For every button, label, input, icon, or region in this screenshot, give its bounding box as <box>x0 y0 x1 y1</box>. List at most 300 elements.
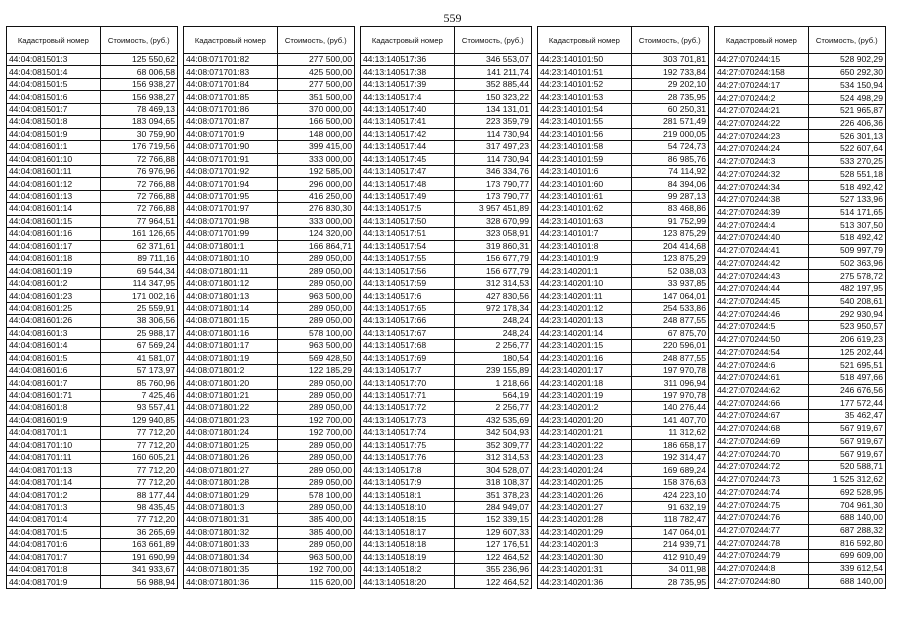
table-row <box>361 377 532 389</box>
cadastral-number-cell: 44:27:070244:75 <box>715 499 809 512</box>
cost-cell: 206 619,23 <box>808 333 885 346</box>
cadastral-number-cell: 44:08:071801:28 <box>184 476 278 488</box>
cadastral-number-cell: 44:13:140517:5 <box>361 203 455 215</box>
cadastral-number-cell: 44:27:070244:42 <box>715 257 809 270</box>
table-row <box>361 66 532 78</box>
table-row <box>361 489 532 501</box>
cadastral-number-cell: 44:08:071801:31 <box>184 514 278 526</box>
cadastral-number-cell: 44:13:140517:55 <box>361 253 455 265</box>
cost-cell: 91 632,19 <box>631 501 708 513</box>
cadastral-number-cell: 44:04:081601:6 <box>7 364 101 376</box>
table-row <box>184 141 355 153</box>
cost-cell: 85 760,96 <box>100 377 177 389</box>
cadastral-number-cell: 44:23:140201:14 <box>538 327 632 339</box>
cost-cell: 183 094,65 <box>100 116 177 128</box>
table-row <box>715 359 886 372</box>
cost-cell: 52 038,03 <box>631 265 708 277</box>
cost-cell: 156 938,27 <box>100 91 177 103</box>
table-row <box>715 117 886 130</box>
cadastral-number-cell: 44:23:140201:3 <box>538 539 632 551</box>
cadastral-number-cell: 44:08:071801:34 <box>184 551 278 563</box>
table-row <box>715 499 886 512</box>
cost-cell: 36 265,69 <box>100 526 177 538</box>
table-row <box>538 141 709 153</box>
table-row <box>184 165 355 177</box>
table-row <box>7 327 178 339</box>
cost-cell: 129 940,85 <box>100 414 177 426</box>
cadastral-number-cell: 44:08:071701:91 <box>184 153 278 165</box>
cost-cell: 528 902,29 <box>808 54 885 67</box>
table-row <box>7 414 178 426</box>
cadastral-number-cell: 44:27:070244:76 <box>715 511 809 524</box>
cadastral-number-cell: 44:13:140518:2 <box>361 563 455 575</box>
table-row <box>184 290 355 302</box>
cadastral-number-cell: 44:08:071701:87 <box>184 116 278 128</box>
table-row <box>538 277 709 289</box>
cadastral-number-cell: 44:04:081701:14 <box>7 476 101 488</box>
cadastral-number-cell: 44:27:070244:3 <box>715 155 809 168</box>
table-row <box>184 315 355 327</box>
cadastral-number-cell: 44:08:071801:13 <box>184 290 278 302</box>
cost-cell: 114 730,94 <box>454 153 531 165</box>
cost-cell: 385 400,00 <box>277 514 354 526</box>
cadastral-number-cell: 44:08:071701:98 <box>184 215 278 227</box>
cost-cell: 77 712,20 <box>100 427 177 439</box>
header-row <box>7 27 178 54</box>
cost-cell: 289 050,00 <box>277 315 354 327</box>
cadastral-number-cell: 44:04:081601:7 <box>7 377 101 389</box>
table-row <box>538 91 709 103</box>
cost-cell: 277 500,00 <box>277 78 354 90</box>
cadastral-number-cell: 44:27:070244:79 <box>715 550 809 563</box>
cadastral-number-cell: 44:04:081601:3 <box>7 327 101 339</box>
table-row <box>538 464 709 476</box>
table-row <box>715 346 886 359</box>
table-row <box>361 128 532 140</box>
table-row <box>538 439 709 451</box>
table-row <box>361 165 532 177</box>
table-row <box>361 327 532 339</box>
table-row <box>538 501 709 513</box>
cadastral-number-cell: 44:04:081601:16 <box>7 228 101 240</box>
cost-cell: 2 256,77 <box>454 340 531 352</box>
cost-cell: 192 700,00 <box>277 427 354 439</box>
cost-cell: 416 250,00 <box>277 190 354 202</box>
cost-cell: 527 133,96 <box>808 193 885 206</box>
cost-cell: 60 250,31 <box>631 103 708 115</box>
cost-cell: 123 875,29 <box>631 253 708 265</box>
cost-cell: 140 276,44 <box>631 402 708 414</box>
cost-cell: 25 559,91 <box>100 302 177 314</box>
cadastral-number-cell: 44:27:070244:69 <box>715 435 809 448</box>
cost-cell: 312 314,53 <box>454 277 531 289</box>
cadastral-number-cell: 44:27:070244:44 <box>715 282 809 295</box>
table-row <box>715 511 886 524</box>
table-row <box>7 489 178 501</box>
cost-cell: 28 735,95 <box>631 91 708 103</box>
cadastral-number-cell: 44:23:140101:60 <box>538 178 632 190</box>
cadastral-number-cell: 44:04:081701:4 <box>7 514 101 526</box>
table-row <box>7 290 178 302</box>
cadastral-number-cell: 44:04:081601:23 <box>7 290 101 302</box>
cost-cell: 1 218,66 <box>454 377 531 389</box>
cadastral-number-cell: 44:27:070244:73 <box>715 473 809 486</box>
cadastral-number-cell: 44:13:140517:76 <box>361 452 455 464</box>
cost-cell: 91 752,99 <box>631 215 708 227</box>
cost-cell: 77 712,20 <box>100 476 177 488</box>
table-row <box>538 377 709 389</box>
cadastral-number-cell: 44:13:140517:7 <box>361 364 455 376</box>
cadastral-number-cell: 44:04:081501:8 <box>7 116 101 128</box>
cadastral-number-cell: 44:13:140517:67 <box>361 327 455 339</box>
table-row <box>7 389 178 401</box>
cadastral-number-cell: 44:23:140201:1 <box>538 265 632 277</box>
cadastral-number-cell: 44:04:081501:3 <box>7 54 101 66</box>
cadastral-number-cell: 44:08:071801:10 <box>184 253 278 265</box>
cadastral-number-cell: 44:04:081601:14 <box>7 203 101 215</box>
cost-cell: 289 050,00 <box>277 265 354 277</box>
cadastral-number-cell: 44:23:140101:51 <box>538 66 632 78</box>
cadastral-number-cell: 44:04:081701:2 <box>7 489 101 501</box>
table-row <box>715 384 886 397</box>
cadastral-number-cell: 44:04:081501:6 <box>7 91 101 103</box>
cadastral-number-cell: 44:27:070244:4 <box>715 219 809 232</box>
table-row <box>7 539 178 551</box>
cost-cell: 578 100,00 <box>277 327 354 339</box>
table-row <box>7 103 178 115</box>
table-row <box>538 265 709 277</box>
cadastral-number-cell: 44:27:070244:45 <box>715 295 809 308</box>
table-row <box>361 539 532 551</box>
table-row <box>7 364 178 376</box>
table-row <box>184 178 355 190</box>
cost-cell: 352 309,77 <box>454 439 531 451</box>
cadastral-number-cell: 44:04:081701:11 <box>7 452 101 464</box>
table-row <box>184 352 355 364</box>
table-row <box>361 340 532 352</box>
cost-cell: 963 500,00 <box>277 290 354 302</box>
cost-cell: 399 415,00 <box>277 141 354 153</box>
cost-cell: 526 301,13 <box>808 130 885 143</box>
cadastral-number-cell: 44:27:070244:50 <box>715 333 809 346</box>
cadastral-number-cell: 44:04:081701:1 <box>7 427 101 439</box>
table-row <box>538 228 709 240</box>
cadastral-number-cell: 44:13:140517:44 <box>361 141 455 153</box>
cost-cell: 67 569,24 <box>100 340 177 352</box>
cadastral-number-cell: 44:13:140517:36 <box>361 54 455 66</box>
cost-cell: 78 469,13 <box>100 103 177 115</box>
table-row <box>538 302 709 314</box>
cost-cell: 89 711,16 <box>100 253 177 265</box>
table-row <box>361 153 532 165</box>
cost-cell: 239 155,89 <box>454 364 531 376</box>
cadastral-number-cell: 44:23:140101:7 <box>538 228 632 240</box>
cadastral-number-cell: 44:23:140101:54 <box>538 103 632 115</box>
cost-cell: 33 937,85 <box>631 277 708 289</box>
cadastral-number-cell: 44:23:140201:23 <box>538 452 632 464</box>
table-row <box>361 203 532 215</box>
cost-cell: 351 378,23 <box>454 489 531 501</box>
cadastral-table-2 <box>183 26 355 589</box>
cost-cell: 248,24 <box>454 327 531 339</box>
cost-cell: 688 140,00 <box>808 511 885 524</box>
cost-cell: 72 766,88 <box>100 190 177 202</box>
table-row <box>7 228 178 240</box>
table-row <box>361 116 532 128</box>
cadastral-number-cell: 44:13:140517:73 <box>361 414 455 426</box>
table-row <box>715 486 886 499</box>
table-row <box>538 576 709 588</box>
cost-cell: 385 400,00 <box>277 526 354 538</box>
cost-cell: 277 500,00 <box>277 54 354 66</box>
cost-cell: 180,54 <box>454 352 531 364</box>
table-row <box>715 537 886 550</box>
table-row <box>7 91 178 103</box>
cadastral-number-cell: 44:04:081601:18 <box>7 253 101 265</box>
cost-cell: 30 759,90 <box>100 128 177 140</box>
cost-cell: 311 096,94 <box>631 377 708 389</box>
cost-cell: 564,19 <box>454 389 531 401</box>
tables-container <box>6 26 886 589</box>
cadastral-number-cell: 44:04:081601:25 <box>7 302 101 314</box>
table-row <box>184 78 355 90</box>
cadastral-number-cell: 44:04:081501:4 <box>7 66 101 78</box>
cost-cell: 156 938,27 <box>100 78 177 90</box>
cost-cell: 84 394,06 <box>631 178 708 190</box>
table-row <box>538 514 709 526</box>
cadastral-number-cell: 44:08:071701:82 <box>184 54 278 66</box>
table-row <box>184 54 355 66</box>
cost-cell: 704 961,30 <box>808 499 885 512</box>
cost-cell: 69 544,34 <box>100 265 177 277</box>
header-cost: Стоимость, (руб.) <box>631 27 708 54</box>
cost-cell: 72 766,88 <box>100 203 177 215</box>
cost-cell: 114 730,94 <box>454 128 531 140</box>
cost-cell: 35 462,47 <box>808 410 885 423</box>
table-row <box>715 321 886 334</box>
cadastral-number-cell: 44:04:081601:13 <box>7 190 101 202</box>
table-row <box>715 448 886 461</box>
cost-cell: 226 406,36 <box>808 117 885 130</box>
cost-cell: 370 000,00 <box>277 103 354 115</box>
cost-cell: 163 661,89 <box>100 539 177 551</box>
table-row <box>184 452 355 464</box>
table-row <box>184 402 355 414</box>
table-row <box>184 265 355 277</box>
table-row <box>7 514 178 526</box>
cadastral-number-cell: 44:13:140517:47 <box>361 165 455 177</box>
cost-cell: 687 288,32 <box>808 524 885 537</box>
cadastral-number-cell: 44:08:071801:26 <box>184 452 278 464</box>
cadastral-number-cell: 44:08:071801:11 <box>184 265 278 277</box>
cost-cell: 521 965,87 <box>808 104 885 117</box>
cadastral-number-cell: 44:23:140201:21 <box>538 427 632 439</box>
table-row <box>715 104 886 117</box>
cost-cell: 289 050,00 <box>277 302 354 314</box>
cost-cell: 518 492,42 <box>808 232 885 245</box>
cost-cell: 523 950,57 <box>808 321 885 334</box>
table-row <box>715 79 886 92</box>
table-row <box>538 327 709 339</box>
table-row <box>538 402 709 414</box>
cadastral-number-cell: 44:04:081701:5 <box>7 526 101 538</box>
cost-cell: 289 050,00 <box>277 389 354 401</box>
table-row <box>7 476 178 488</box>
cadastral-number-cell: 44:23:140201:31 <box>538 563 632 575</box>
cadastral-number-cell: 44:08:071801:36 <box>184 576 278 588</box>
header-cost: Стоимость, (руб.) <box>100 27 177 54</box>
cost-cell: 318 108,37 <box>454 476 531 488</box>
cadastral-number-cell: 44:27:070244:77 <box>715 524 809 537</box>
cost-cell: 150 323,22 <box>454 91 531 103</box>
cost-cell: 578 100,00 <box>277 489 354 501</box>
table-row <box>7 165 178 177</box>
cadastral-number-cell: 44:08:071801:32 <box>184 526 278 538</box>
cadastral-number-cell: 44:23:140201:36 <box>538 576 632 588</box>
cost-cell: 123 875,29 <box>631 228 708 240</box>
table-row <box>361 141 532 153</box>
cost-cell: 296 000,00 <box>277 178 354 190</box>
cost-cell: 688 140,00 <box>808 575 885 588</box>
cadastral-number-cell: 44:13:140517:68 <box>361 340 455 352</box>
cost-cell: 699 609,00 <box>808 550 885 563</box>
cost-cell: 177 572,44 <box>808 397 885 410</box>
table-row <box>715 461 886 474</box>
cadastral-number-cell: 44:27:070244:23 <box>715 130 809 143</box>
table-row <box>7 116 178 128</box>
cadastral-number-cell: 44:04:081601:11 <box>7 165 101 177</box>
cadastral-number-cell: 44:13:140517:54 <box>361 240 455 252</box>
cost-cell: 289 050,00 <box>277 501 354 513</box>
cadastral-number-cell: 44:23:140201:26 <box>538 489 632 501</box>
cadastral-number-cell: 44:08:071701:92 <box>184 165 278 177</box>
cost-cell: 333 000,00 <box>277 215 354 227</box>
header-cadastral-number: Кадастровый номер <box>538 27 632 54</box>
cost-cell: 41 581,07 <box>100 352 177 364</box>
cost-cell: 161 126,65 <box>100 228 177 240</box>
header-cost: Стоимость, (руб.) <box>454 27 531 54</box>
cost-cell: 346 553,07 <box>454 54 531 66</box>
cost-cell: 248 877,55 <box>631 352 708 364</box>
cost-cell: 328 670,99 <box>454 215 531 227</box>
cost-cell: 289 050,00 <box>277 377 354 389</box>
table-row <box>538 178 709 190</box>
cadastral-number-cell: 44:23:140201:10 <box>538 277 632 289</box>
cost-cell: 134 131,01 <box>454 103 531 115</box>
cadastral-number-cell: 44:04:081601:12 <box>7 178 101 190</box>
table-row <box>7 128 178 140</box>
table-row <box>538 240 709 252</box>
cadastral-number-cell: 44:27:070244:40 <box>715 232 809 245</box>
cost-cell: 2 256,77 <box>454 402 531 414</box>
cadastral-number-cell: 44:08:071801:29 <box>184 489 278 501</box>
cadastral-number-cell: 44:04:081601:9 <box>7 414 101 426</box>
cost-cell: 29 202,10 <box>631 78 708 90</box>
cost-cell: 204 414,68 <box>631 240 708 252</box>
cost-cell: 289 050,00 <box>277 452 354 464</box>
cadastral-number-cell: 44:27:070244:41 <box>715 244 809 257</box>
cadastral-number-cell: 44:13:140517:48 <box>361 178 455 190</box>
cadastral-number-cell: 44:13:140517:69 <box>361 352 455 364</box>
table-row <box>538 414 709 426</box>
table-row <box>715 244 886 257</box>
header-cadastral-number: Кадастровый номер <box>184 27 278 54</box>
table-row <box>715 308 886 321</box>
cadastral-number-cell: 44:04:081501:9 <box>7 128 101 140</box>
cadastral-number-cell: 44:08:071801:19 <box>184 352 278 364</box>
table-row <box>715 473 886 486</box>
cadastral-number-cell: 44:13:140517:70 <box>361 377 455 389</box>
table-row <box>361 265 532 277</box>
table-row <box>361 315 532 327</box>
table-row <box>7 302 178 314</box>
cost-cell: 152 339,15 <box>454 514 531 526</box>
table-row <box>538 253 709 265</box>
cadastral-number-cell: 44:23:140101:63 <box>538 215 632 227</box>
table-row <box>538 551 709 563</box>
page-number: 559 <box>443 11 462 25</box>
cadastral-number-cell: 44:23:140201:2 <box>538 402 632 414</box>
table-row <box>184 116 355 128</box>
cost-cell: 518 497,66 <box>808 371 885 384</box>
cadastral-number-cell: 44:08:071801:14 <box>184 302 278 314</box>
table-row <box>184 215 355 227</box>
cadastral-number-cell: 44:23:140201:17 <box>538 364 632 376</box>
table-row <box>361 277 532 289</box>
cadastral-number-cell: 44:13:140517:75 <box>361 439 455 451</box>
cost-cell: 122 464,52 <box>454 551 531 563</box>
table-row <box>715 181 886 194</box>
table-row <box>7 215 178 227</box>
cadastral-number-cell: 44:23:140101:55 <box>538 116 632 128</box>
table-row <box>538 315 709 327</box>
cost-cell: 125 202,44 <box>808 346 885 359</box>
cost-cell: 342 504,93 <box>454 427 531 439</box>
table-row <box>361 514 532 526</box>
table-row <box>7 178 178 190</box>
table-row <box>184 203 355 215</box>
cost-cell: 156 677,79 <box>454 265 531 277</box>
cadastral-number-cell: 44:23:140101:6 <box>538 165 632 177</box>
table-row <box>7 54 178 66</box>
table-row <box>361 414 532 426</box>
cost-cell: 72 766,88 <box>100 178 177 190</box>
table-row <box>7 452 178 464</box>
cadastral-number-cell: 44:08:071801:35 <box>184 563 278 575</box>
cost-cell: 567 919,67 <box>808 435 885 448</box>
cadastral-number-cell: 44:27:070244:22 <box>715 117 809 130</box>
table-row <box>538 215 709 227</box>
cost-cell: 7 425,46 <box>100 389 177 401</box>
cadastral-number-cell: 44:23:140101:56 <box>538 128 632 140</box>
table-row <box>715 232 886 245</box>
cadastral-number-cell: 44:13:140518:10 <box>361 501 455 513</box>
cadastral-number-cell: 44:08:071801:22 <box>184 402 278 414</box>
table-row <box>361 452 532 464</box>
table-row <box>538 103 709 115</box>
table-row <box>361 389 532 401</box>
cadastral-number-cell: 44:08:071801:1 <box>184 240 278 252</box>
cadastral-number-cell: 44:04:081701:8 <box>7 563 101 575</box>
header-cadastral-number: Кадастровый номер <box>715 27 809 54</box>
cadastral-number-cell: 44:08:071801:15 <box>184 315 278 327</box>
cadastral-number-cell: 44:23:140201:22 <box>538 439 632 451</box>
cadastral-number-cell: 44:23:140101:9 <box>538 253 632 265</box>
table-row <box>184 526 355 538</box>
cadastral-number-cell: 44:27:070244:66 <box>715 397 809 410</box>
table-row <box>184 501 355 513</box>
cost-cell: 98 435,45 <box>100 501 177 513</box>
